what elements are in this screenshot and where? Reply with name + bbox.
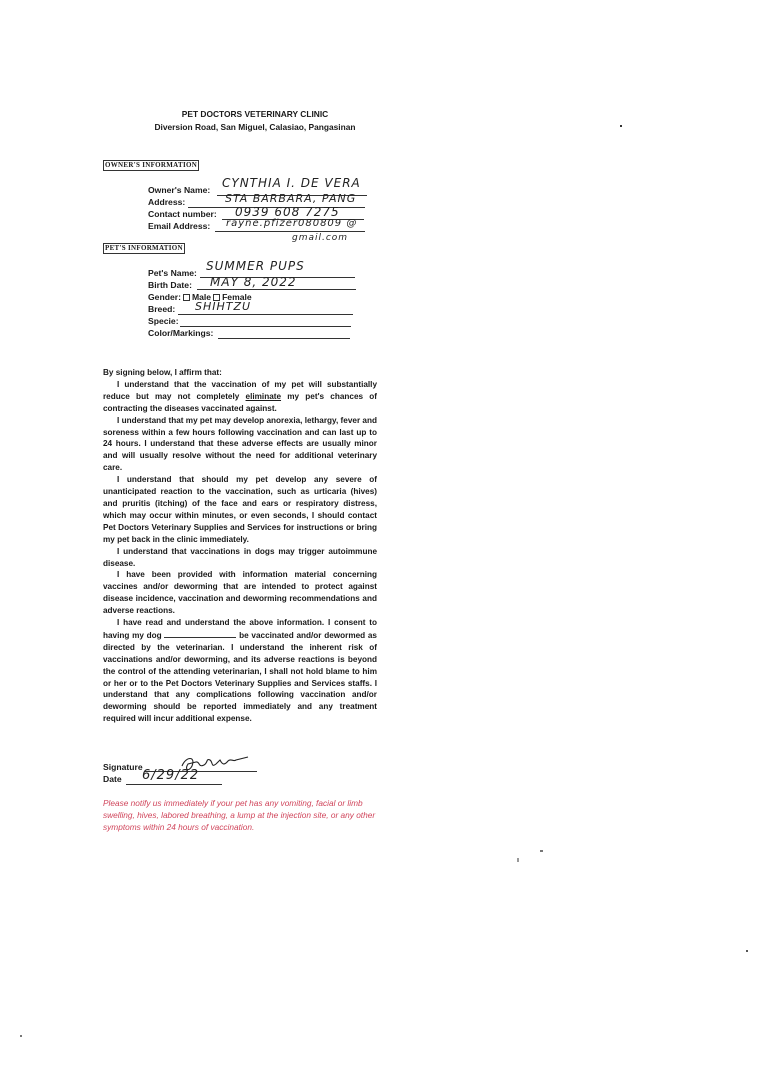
owner-address-label: Address: [148,197,186,207]
clinic-name: PET DOCTORS VETERINARY CLINIC [181,109,329,119]
agreement-paragraph-3: I understand that should my pet develop any severe of unanticipated reaction to the vaccination, such as urticaria (hives) and pruritis (itching) of the face and ears or respiratory distress, which may occur within minutes, or even seconds, I should contact Pet Doctors Veterinary Supplies and Services for instructions or bring my pet back in the clinic immediately. [103,475,377,544]
scan-speck [746,950,748,952]
email-line [215,231,365,232]
agreement-paragraph-2: I understand that my pet may develop anorexia, lethargy, fever and soreness within a few hours following vaccination and can last up to 24 hours. I understand that these adverse effects are usually minor and will usually resolve without the need for additional veterinary care. [103,415,377,473]
gender-female-label: Female [222,292,252,302]
pet-name-value[interactable]: SUMMER PUPS [206,259,305,273]
signature-label: Signature [103,762,143,772]
agreement-paragraph-4: I understand that vaccinations in dogs may trigger autoimmune disease. [103,546,377,568]
owner-name-value[interactable]: CYNTHIA I. DE VERA [222,176,361,190]
birth-date-line [197,289,356,290]
clinic-address: Diversion Road, San Miguel, Calasiao, Pangasinan [154,122,356,132]
notice-text: Please notify us immediately if your pet has any vomiting, facial or limb swelling, hives, labored breathing, a lump at the injection site, or any other symptoms within 24 hours of vaccination. [103,798,376,832]
gender-male-checkbox[interactable] [183,294,190,301]
pet-name-label: Pet's Name: [148,268,197,278]
email-value-line2: gmail.com [292,233,349,243]
pet-section-title: PET'S INFORMATION [105,244,183,252]
agreement-text [103,367,377,725]
email-label: Email Address: [148,221,211,231]
color-markings-label: Color/Markings: [148,328,214,338]
dog-name-blank[interactable] [164,629,236,638]
agreement-intro: By signing below, I affirm that: [103,368,222,377]
contact-number-label: Contact number: [148,209,217,219]
agreement-paragraph-1: I understand that the vaccination of my pet will substantially reduce but may not completely eliminate my pet's chances of contracting the diseases vaccinated against. [103,379,377,413]
scan-speck [20,1035,22,1037]
gender-label: Gender: [148,292,181,302]
gender-male-label: Male [191,292,212,302]
owner-section-title: OWNER'S INFORMATION [105,161,198,169]
specie-label: Specie: [148,316,179,326]
email-value-line1[interactable]: rayne.pfizer080809 @ [226,218,358,229]
scan-speck [517,858,519,862]
breed-line [178,314,353,315]
color-markings-line[interactable] [218,338,350,339]
scan-speck [540,850,543,852]
birth-date-value[interactable]: MAY 8, 2022 [210,275,297,289]
date-value: 6/29/22 [142,768,200,783]
birth-date-label: Birth Date: [148,280,192,290]
contact-number-value[interactable]: 0939 608 7275 [235,205,340,219]
breed-value[interactable]: SHIHTZU [195,300,252,313]
scan-speck [620,125,622,127]
agreement-paragraph-5: I have been provided with information material concerning vaccines and/or deworming that are intended to protect against disease incidence, vaccination and deworming recommendations and adverse reactions. [103,570,377,616]
specie-line[interactable] [180,326,351,327]
breed-label: Breed: [148,304,176,314]
date-line[interactable] [126,784,222,785]
owner-name-label: Owner's Name: [148,185,211,195]
owner-address-value[interactable]: STA BARBARA, PANG [225,192,357,205]
date-label: Date [103,774,122,784]
agreement-paragraph-6: I have read and understand the above information. I consent to having my dog be vaccinated and/or dewormed as directed by the veterinarian. I understand the inherent risk of vaccinations and/or deworming, and its adverse reactions is beyond the control of the attending veterinarian, I shall not hold blame to him or her or to the Pet Doctors Veterinary Supplies and Services staffs. I understand that any complications following vaccination and/or deworming should be reported immediately and any treatment required will incur additional expense. [103,618,377,724]
